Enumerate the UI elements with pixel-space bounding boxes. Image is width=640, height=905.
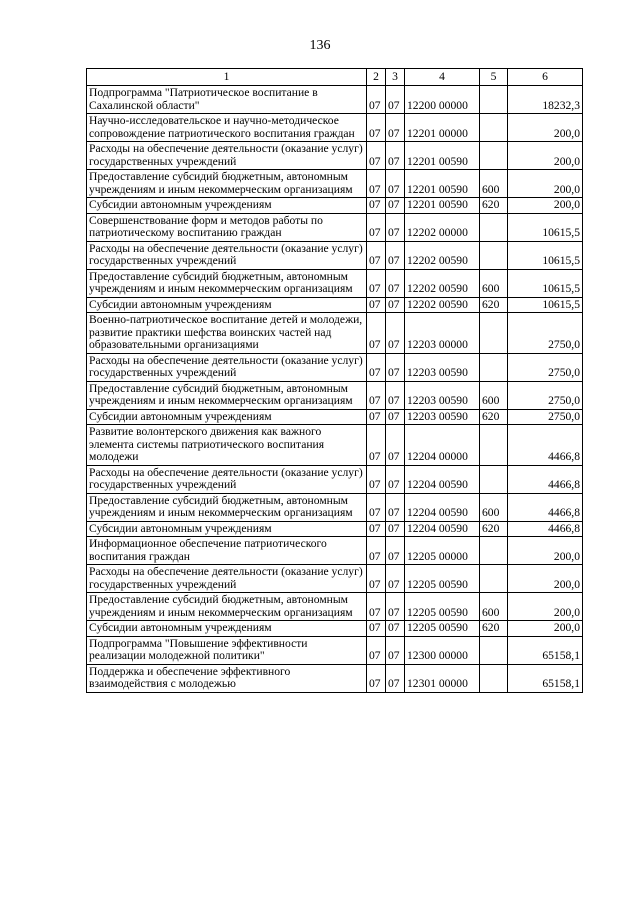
row-expense-type: 600 [480, 170, 508, 198]
table-row [87, 381, 583, 409]
row-name: Поддержка и обеспечение эффективного взаимодействия с молодежью [87, 664, 367, 692]
row-expense-type [480, 241, 508, 269]
row-amount: 200,0 [508, 142, 583, 170]
row-amount: 4466,8 [508, 493, 583, 521]
row-amount: 200,0 [508, 593, 583, 621]
row-target-code: 12204 00590 [405, 521, 480, 537]
row-section: 07 [367, 114, 386, 142]
row-section: 07 [367, 381, 386, 409]
row-expense-type [480, 313, 508, 354]
row-amount: 18232,3 [508, 86, 583, 114]
row-expense-type: 600 [480, 593, 508, 621]
table-header-row [87, 69, 583, 86]
row-amount: 200,0 [508, 565, 583, 593]
page-number: 136 [309, 38, 331, 53]
row-name: Предоставление субсидий бюджетным, автономным учреждениям и иным некоммерческим организациям [87, 493, 367, 521]
row-section: 07 [367, 241, 386, 269]
row-name: Предоставление субсидий бюджетным, автономным учреждениям и иным некоммерческим организациям [87, 170, 367, 198]
row-amount: 200,0 [508, 170, 583, 198]
row-target-code: 12301 00000 [405, 664, 480, 692]
table-row [87, 297, 583, 313]
row-amount: 2750,0 [508, 313, 583, 354]
row-amount: 4466,8 [508, 425, 583, 466]
table-row [87, 313, 583, 354]
row-expense-type: 620 [480, 297, 508, 313]
table-row [87, 493, 583, 521]
row-subsection: 07 [386, 409, 405, 425]
row-subsection: 07 [386, 114, 405, 142]
column-header: 1 [87, 69, 367, 86]
row-target-code: 12202 00590 [405, 297, 480, 313]
budget-table [86, 68, 583, 693]
row-expense-type [480, 142, 508, 170]
row-expense-type [480, 465, 508, 493]
table-row [87, 170, 583, 198]
table-row [87, 565, 583, 593]
row-expense-type: 600 [480, 381, 508, 409]
row-amount: 10615,5 [508, 213, 583, 241]
row-section: 07 [367, 86, 386, 114]
table-row [87, 198, 583, 214]
row-subsection: 07 [386, 213, 405, 241]
row-subsection: 07 [386, 381, 405, 409]
row-expense-type: 600 [480, 493, 508, 521]
row-subsection: 07 [386, 565, 405, 593]
row-name: Расходы на обеспечение деятельности (оказание услуг) государственных учреждений [87, 565, 367, 593]
row-subsection: 07 [386, 493, 405, 521]
row-amount: 10615,5 [508, 269, 583, 297]
row-subsection: 07 [386, 86, 405, 114]
row-expense-type [480, 425, 508, 466]
row-name: Субсидии автономным учреждениям [87, 198, 367, 214]
row-name: Предоставление субсидий бюджетным, автономным учреждениям и иным некоммерческим организациям [87, 593, 367, 621]
row-section: 07 [367, 353, 386, 381]
row-name: Развитие волонтерского движения как важного элемента системы патриотического воспитания молодежи [87, 425, 367, 466]
table-row [87, 114, 583, 142]
row-target-code: 12300 00000 [405, 636, 480, 664]
row-name: Субсидии автономным учреждениям [87, 521, 367, 537]
row-target-code: 12203 00590 [405, 381, 480, 409]
row-section: 07 [367, 198, 386, 214]
row-name: Субсидии автономным учреждениям [87, 297, 367, 313]
table-row [87, 521, 583, 537]
row-section: 07 [367, 269, 386, 297]
row-section: 07 [367, 636, 386, 664]
row-name: Предоставление субсидий бюджетным, автономным учреждениям и иным некоммерческим организациям [87, 269, 367, 297]
row-target-code: 12202 00000 [405, 213, 480, 241]
row-expense-type [480, 114, 508, 142]
column-header: 2 [367, 69, 386, 86]
row-target-code: 12205 00000 [405, 537, 480, 565]
row-amount: 2750,0 [508, 353, 583, 381]
row-amount: 4466,8 [508, 465, 583, 493]
column-header: 5 [480, 69, 508, 86]
row-section: 07 [367, 493, 386, 521]
row-subsection: 07 [386, 593, 405, 621]
table-row [87, 537, 583, 565]
row-amount: 200,0 [508, 621, 583, 637]
row-section: 07 [367, 425, 386, 466]
row-target-code: 12204 00590 [405, 465, 480, 493]
row-target-code: 12202 00590 [405, 269, 480, 297]
row-expense-type [480, 565, 508, 593]
table-row [87, 269, 583, 297]
row-section: 07 [367, 170, 386, 198]
row-amount: 2750,0 [508, 381, 583, 409]
row-target-code: 12202 00590 [405, 241, 480, 269]
row-section: 07 [367, 621, 386, 637]
row-section: 07 [367, 521, 386, 537]
row-target-code: 12201 00590 [405, 142, 480, 170]
row-target-code: 12204 00000 [405, 425, 480, 466]
row-name: Информационное обеспечение патриотического воспитания граждан [87, 537, 367, 565]
row-section: 07 [367, 537, 386, 565]
row-name: Расходы на обеспечение деятельности (оказание услуг) государственных учреждений [87, 353, 367, 381]
row-name: Расходы на обеспечение деятельности (оказание услуг) государственных учреждений [87, 241, 367, 269]
row-section: 07 [367, 313, 386, 354]
row-expense-type [480, 353, 508, 381]
row-amount: 65158,1 [508, 636, 583, 664]
row-expense-type [480, 664, 508, 692]
table-row [87, 664, 583, 692]
row-name: Расходы на обеспечение деятельности (оказание услуг) государственных учреждений [87, 142, 367, 170]
row-amount: 10615,5 [508, 241, 583, 269]
row-subsection: 07 [386, 353, 405, 381]
table-row [87, 425, 583, 466]
row-section: 07 [367, 409, 386, 425]
row-expense-type [480, 636, 508, 664]
row-expense-type [480, 86, 508, 114]
row-amount: 65158,1 [508, 664, 583, 692]
row-target-code: 12201 00590 [405, 170, 480, 198]
row-subsection: 07 [386, 425, 405, 466]
row-amount: 4466,8 [508, 521, 583, 537]
row-target-code: 12205 00590 [405, 621, 480, 637]
row-section: 07 [367, 664, 386, 692]
table-row [87, 86, 583, 114]
row-target-code: 12200 00000 [405, 86, 480, 114]
row-subsection: 07 [386, 198, 405, 214]
row-expense-type [480, 213, 508, 241]
row-amount: 2750,0 [508, 409, 583, 425]
row-section: 07 [367, 593, 386, 621]
row-name: Субсидии автономным учреждениям [87, 409, 367, 425]
column-header: 6 [508, 69, 583, 86]
row-name: Научно-исследовательское и научно-методическое сопровождение патриотического воспитания граждан [87, 114, 367, 142]
row-section: 07 [367, 142, 386, 170]
column-header: 4 [405, 69, 480, 86]
row-name: Военно-патриотическое воспитание детей и молодежи, развитие практики шефства воинских частей над образовательными организациями [87, 313, 367, 354]
row-subsection: 07 [386, 664, 405, 692]
row-expense-type: 600 [480, 269, 508, 297]
row-expense-type: 620 [480, 621, 508, 637]
row-name: Предоставление субсидий бюджетным, автономным учреждениям и иным некоммерческим организациям [87, 381, 367, 409]
row-subsection: 07 [386, 313, 405, 354]
row-amount: 200,0 [508, 537, 583, 565]
row-subsection: 07 [386, 297, 405, 313]
row-name: Расходы на обеспечение деятельности (оказание услуг) государственных учреждений [87, 465, 367, 493]
table-row [87, 593, 583, 621]
row-target-code: 12203 00590 [405, 353, 480, 381]
row-expense-type: 620 [480, 521, 508, 537]
row-subsection: 07 [386, 521, 405, 537]
row-section: 07 [367, 465, 386, 493]
row-target-code: 12204 00590 [405, 493, 480, 521]
table-row [87, 142, 583, 170]
row-expense-type: 620 [480, 409, 508, 425]
row-target-code: 12205 00590 [405, 593, 480, 621]
row-target-code: 12201 00000 [405, 114, 480, 142]
row-target-code: 12201 00590 [405, 198, 480, 214]
table-row [87, 409, 583, 425]
table-row [87, 353, 583, 381]
row-section: 07 [367, 297, 386, 313]
row-name: Подпрограмма "Патриотическое воспитание в Сахалинской области" [87, 86, 367, 114]
table-row [87, 241, 583, 269]
row-name: Субсидии автономным учреждениям [87, 621, 367, 637]
table-row [87, 621, 583, 637]
row-name: Совершенствование форм и методов работы по патриотическому воспитанию граждан [87, 213, 367, 241]
row-subsection: 07 [386, 142, 405, 170]
row-expense-type: 620 [480, 198, 508, 214]
row-subsection: 07 [386, 465, 405, 493]
row-subsection: 07 [386, 269, 405, 297]
table-row [87, 213, 583, 241]
table-row [87, 465, 583, 493]
column-header: 3 [386, 69, 405, 86]
row-amount: 10615,5 [508, 297, 583, 313]
row-subsection: 07 [386, 636, 405, 664]
row-target-code: 12203 00000 [405, 313, 480, 354]
row-expense-type [480, 537, 508, 565]
table-row [87, 636, 583, 664]
row-subsection: 07 [386, 170, 405, 198]
row-amount: 200,0 [508, 114, 583, 142]
row-section: 07 [367, 213, 386, 241]
row-section: 07 [367, 565, 386, 593]
row-target-code: 12203 00590 [405, 409, 480, 425]
row-subsection: 07 [386, 241, 405, 269]
row-subsection: 07 [386, 537, 405, 565]
row-amount: 200,0 [508, 198, 583, 214]
row-subsection: 07 [386, 621, 405, 637]
row-target-code: 12205 00590 [405, 565, 480, 593]
row-name: Подпрограмма "Повышение эффективности реализации молодежной политики" [87, 636, 367, 664]
